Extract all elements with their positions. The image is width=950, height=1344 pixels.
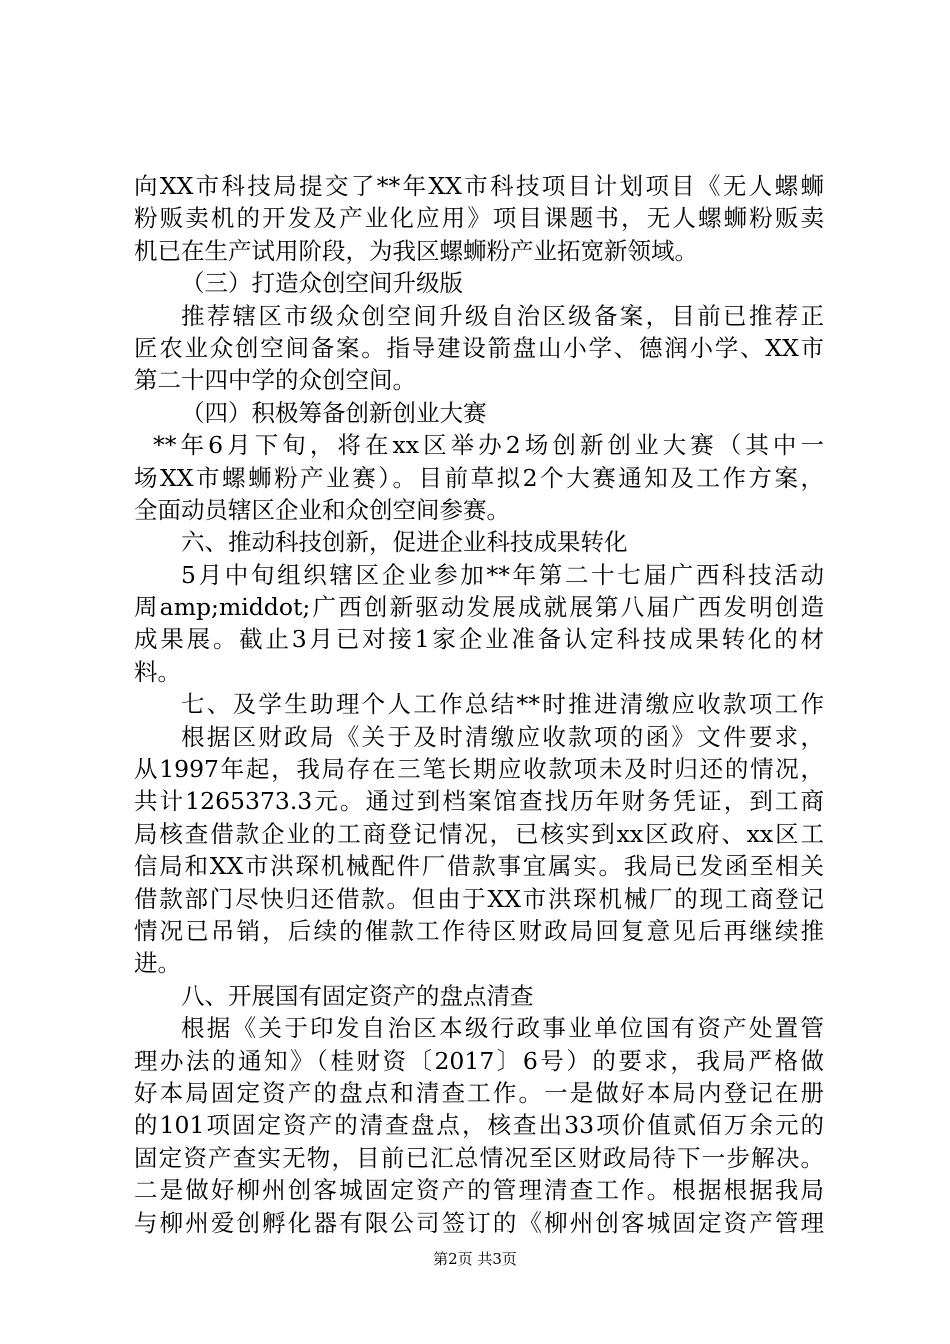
text-line: 局核查借款企业的工商登记情况，已核实到xx区政府、xx区工 — [134, 819, 824, 848]
text-line: 固定资产查实无物，目前已汇总情况至区财政局待下一步解决。 — [134, 1143, 824, 1172]
text-line: 周amp;middot;广西创新驱动发展成就展第八届广西发明创造 — [134, 593, 824, 622]
text-line: 根据区财政局《关于及时清缴应收款项的函》文件要求， — [181, 722, 824, 751]
text-line: 料。 — [134, 657, 181, 686]
text-line: 场XX市螺蛳粉产业赛）。目前草拟2个大赛通知及工作方案， — [134, 463, 824, 492]
text-line: 六、推动科技创新，促进企业科技成果转化 — [181, 528, 628, 557]
text-line: 第二十四中学的众创空间。 — [134, 366, 416, 395]
text-line: 成果展。截止3月已对接1家企业准备认定科技成果转化的材 — [134, 625, 824, 654]
text-line: 二是做好柳州创客城固定资产的管理清查工作。根据根据我局 — [134, 1176, 824, 1205]
text-line: 机已在生产试用阶段，为我区螺蛳粉产业拓宽新领域。 — [134, 236, 698, 265]
text-line: 与柳州爱创孵化器有限公司签订的《柳州创客城固定资产管理 — [134, 1208, 824, 1237]
text-line: **年6月下旬，将在xx区举办2场创新创业大赛（其中一 — [153, 431, 824, 460]
text-line: 5月中旬组织辖区企业参加**年第二十七届广西科技活动 — [181, 560, 824, 589]
document-body — [134, 170, 824, 1239]
text-line: 的101项固定资产的清查盘点，核查出33项价值贰佰万余元的 — [134, 1111, 824, 1140]
text-line: 向XX市科技局提交了**年XX市科技项目计划项目《无人螺蛳 — [134, 172, 824, 200]
text-line: （四）积极筹备创新创业大赛 — [181, 398, 487, 427]
page-number-label: 第2页 共3页 — [433, 1250, 517, 1268]
text-line: 根据《关于印发自治区本级行政事业单位国有资产处置管 — [181, 1014, 824, 1043]
text-line: 粉贩卖机的开发及产业化应用》项目课题书，无人螺蛳粉贩卖 — [134, 204, 824, 233]
text-line: 推荐辖区市级众创空间升级自治区级备案，目前已推荐正 — [181, 301, 824, 330]
text-line: 借款部门尽快归还借款。但由于XX市洪琛机械厂的现工商登记 — [134, 884, 824, 913]
page-footer — [0, 1249, 950, 1269]
text-line: 七、及学生助理个人工作总结**时推进清缴应收款项工作 — [181, 690, 824, 719]
text-line: 全面动员辖区企业和众创空间参赛。 — [134, 495, 510, 524]
text-line: 理办法的通知》（桂财资〔2017〕6号）的要求，我局严格做 — [134, 1046, 824, 1075]
text-line: 信局和XX市洪琛机械配件厂借款事宜属实。我局已发函至相关 — [134, 852, 824, 881]
text-line: 进。 — [134, 949, 181, 978]
text-line: 情况已吊销，后续的催款工作待区财政局回复意见后再继续推 — [134, 916, 824, 945]
text-line: 好本局固定资产的盘点和清查工作。一是做好本局内登记在册 — [134, 1078, 824, 1107]
text-line: 匠农业众创空间备案。指导建设箭盘山小学、德润小学、XX市 — [134, 333, 824, 362]
text-line: 八、开展国有固定资产的盘点清查 — [181, 981, 534, 1010]
text-line: 共计1265373.3元。通过到档案馆查找历年财务凭证，到工商 — [134, 787, 824, 816]
text-line: 从1997年起，我局存在三笔长期应收款项未及时归还的情况， — [134, 755, 824, 784]
text-line: （三）打造众创空间升级版 — [181, 269, 463, 298]
